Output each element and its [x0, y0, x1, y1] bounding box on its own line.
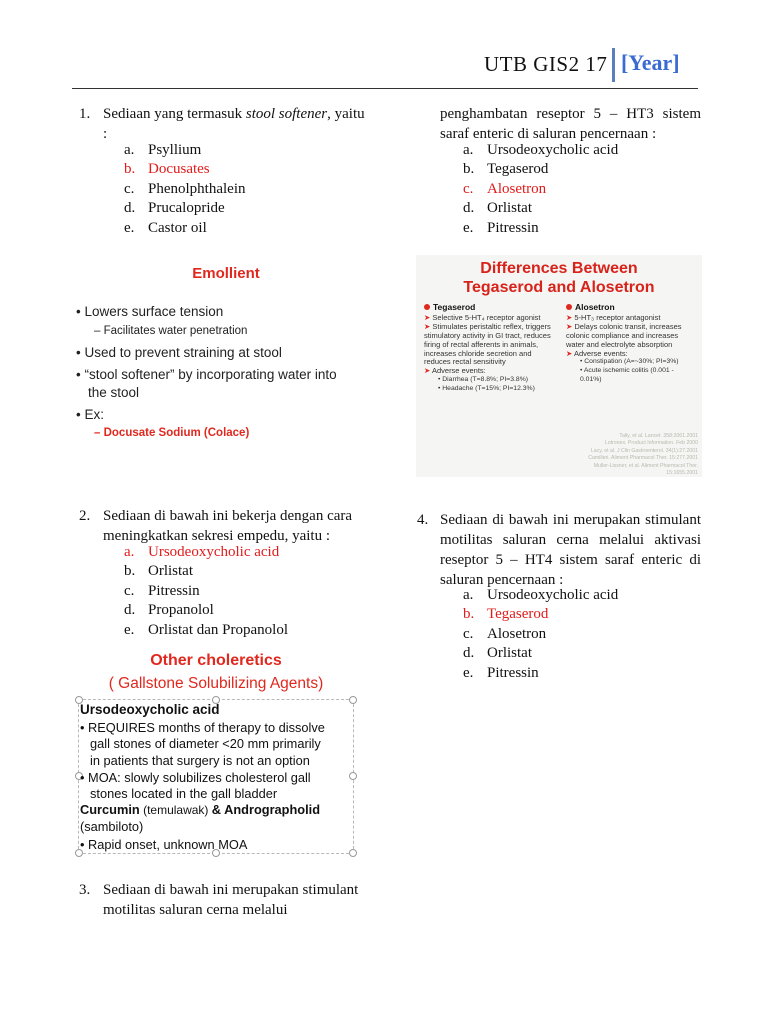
document-header-title: UTB GIS2 17 [484, 52, 608, 76]
option-text: Alosetron [487, 180, 547, 197]
q2-option-d [124, 601, 288, 620]
q1-option-d [124, 199, 246, 218]
option-text: Pitressin [487, 219, 539, 236]
q4-option-b [463, 605, 618, 624]
emollient-bullet-cont: the stool [88, 385, 140, 400]
emollient-bullet: • Ex: [76, 407, 104, 422]
option-text: Orlistat [487, 200, 532, 217]
option-letter: a. [124, 544, 135, 560]
option-letter: e. [463, 219, 474, 236]
q4-option-a [463, 586, 618, 605]
q3-text-start: Sediaan di bawah ini merupakan stimulant motilitas saluran cerna melalui [103, 880, 362, 920]
option-text: Castor oil [148, 219, 207, 236]
option-text: Tegaserod [487, 606, 549, 623]
option-letter: a. [463, 142, 474, 158]
q3-option-d [463, 199, 618, 218]
alosetron-column: Alosetron ➤ 5-HT₃ receptor antagonist ➤ Delays colonic transit, increases colonic compliance and increases water and electrolyte absorption ➤ Adverse events: • Constipation (A=~30%; PI=3%) • Acute ischemic colitis (0.001 - 0.01%) [566, 302, 682, 384]
q1-option-b [124, 160, 246, 179]
emollient-title: Emollient [192, 265, 260, 282]
option-text: Tegaserod [487, 161, 549, 178]
differences-slide [416, 255, 702, 477]
q4-option-e [463, 664, 618, 683]
q2-options [124, 543, 288, 640]
q1-options [124, 141, 246, 238]
option-text: Docusates [148, 161, 210, 178]
option-text: Propanolol [148, 602, 214, 619]
option-text: Psyllium [148, 142, 202, 158]
option-text: Ursodeoxycholic acid [148, 544, 280, 560]
choleretics-curcumin: Curcumin (temulawak) & Andrographolid [80, 802, 321, 817]
tegaserod-column: Tegaserod ➤ Selective 5-HT₄ receptor agonist ➤ Stimulates peristaltic reflex, triggers stimulatory activity in GI tract, reduces firing of rectal afferents in animals, increases chloride secretion and reduces rectal sensitivity ➤ Adverse events: • Diarrhea (T=8.8%; PI=3.8%) • Headache (T=15%; PI=12.3%) [424, 302, 551, 393]
differences-title: Differences Between Tegaserod and Alosetron [463, 260, 655, 296]
option-letter: b. [463, 606, 475, 623]
option-text: Alosetron [487, 625, 547, 642]
option-text: Orlistat [148, 563, 193, 580]
choleretics-slide [76, 648, 356, 853]
q4-text: Sediaan di bawah ini merupakan stimulant motilitas saluran cerna melalui aktivasi reseptor 5 – HT4 sistem saraf enteric di saluran pencernaan : [440, 512, 701, 588]
option-letter: d. [124, 602, 136, 619]
emollient-example: – Docusate Sodium (Colace) [94, 427, 250, 439]
header-rule [72, 88, 698, 89]
q1-number: 1. [79, 106, 91, 122]
option-text: Ursodeoxycholic acid [487, 142, 619, 158]
option-letter: b. [124, 161, 136, 178]
emollient-subbullet: – Facilitates water penetration [94, 325, 248, 337]
option-letter: c. [463, 180, 474, 197]
option-text: Ursodeoxycholic acid [487, 587, 619, 603]
q1-option-e [124, 219, 246, 238]
q2-option-a [124, 543, 288, 562]
emollient-bullet: • Used to prevent straining at stool [76, 345, 282, 360]
choleretics-heading: Ursodeoxycholic acid [80, 702, 220, 717]
option-letter: c. [124, 180, 135, 197]
option-letter: c. [124, 582, 135, 599]
q3-option-b [463, 160, 618, 179]
option-text: Prucalopride [148, 200, 225, 217]
option-letter: c. [463, 625, 474, 642]
option-text: Orlistat [487, 645, 532, 662]
option-text: Pitressin [148, 582, 200, 599]
q3-line2: motilitas saluran cerna melalui [103, 902, 288, 918]
option-letter: d. [124, 200, 136, 217]
q1-option-a [124, 141, 246, 160]
q3-text-cont: penghambatan reseptor 5 – HT3 sistem saraf enteric di saluran pencernaan : [440, 106, 701, 142]
option-letter: d. [463, 645, 475, 662]
q3-option-a [463, 141, 618, 160]
option-letter: a. [463, 587, 474, 603]
q2-number: 2. [79, 508, 91, 524]
q3-option-c [463, 180, 618, 199]
bullet-icon [566, 304, 572, 310]
choleretics-bullet: • REQUIRES months of therapy to dissolve gall stones of diameter <20 mm primarily in patients that surgery is not an option [80, 720, 325, 768]
q2-option-e [124, 621, 288, 640]
q4-number: 4. [417, 512, 429, 528]
option-text: Phenolphthalein [148, 180, 246, 197]
q3-option-e [463, 219, 618, 238]
q2-text: Sediaan di bawah ini bekerja dengan cara meningkatkan sekresi empedu, yaitu : [103, 508, 353, 544]
option-letter: a. [124, 142, 135, 158]
q3-options [463, 141, 618, 238]
option-letter: e. [124, 621, 135, 638]
q2-option-c [124, 582, 288, 601]
option-letter: e. [124, 219, 135, 236]
emollient-bullet: • “stool softener” by incorporating water into [76, 367, 337, 382]
q1-option-c [124, 180, 246, 199]
emollient-slide [76, 255, 362, 455]
q4-options [463, 586, 618, 683]
header-year: [Year] [621, 50, 680, 75]
option-text: Orlistat dan Propanolol [148, 621, 288, 638]
choleretics-sambiloto: (sambiloto) [80, 819, 144, 834]
option-letter: e. [463, 664, 474, 681]
choleretics-bullet: • MOA: slowly solubilizes cholesterol gall stones located in the gall bladder [80, 770, 311, 802]
choleretics-bullet: • Rapid onset, unknown MOA [80, 837, 248, 852]
option-letter: b. [124, 563, 136, 580]
option-letter: b. [463, 161, 475, 178]
choleretics-subtitle: ( Gallstone Solubilizing Agents) [108, 675, 324, 692]
q1-text: Sediaan yang termasuk stool softener, yaitu : [103, 106, 365, 142]
option-letter: d. [463, 200, 475, 217]
bullet-icon [424, 304, 430, 310]
q4-option-d [463, 644, 618, 663]
option-text: Pitressin [487, 664, 539, 681]
header-separator [612, 48, 615, 82]
q3-number: 3. [79, 882, 91, 898]
q4-option-c [463, 625, 618, 644]
differences-references: Tally, et al. Lancet. 358:2061.2001 Lotronex. Product Information. Feb 2000 Lacy, et al. J Clin Gastroenterol. 34(1):27.2001 Camilleri. Aliment Pharmacol Ther. 15:277.2001 Muller-Lissner, et al. Aliment Pharmacol Ther. 15:1655.2001 [588, 433, 698, 477]
choleretics-title: Other choleretics [150, 652, 282, 669]
q2-option-b [124, 562, 288, 581]
emollient-bullet: • Lowers surface tension [76, 304, 224, 319]
